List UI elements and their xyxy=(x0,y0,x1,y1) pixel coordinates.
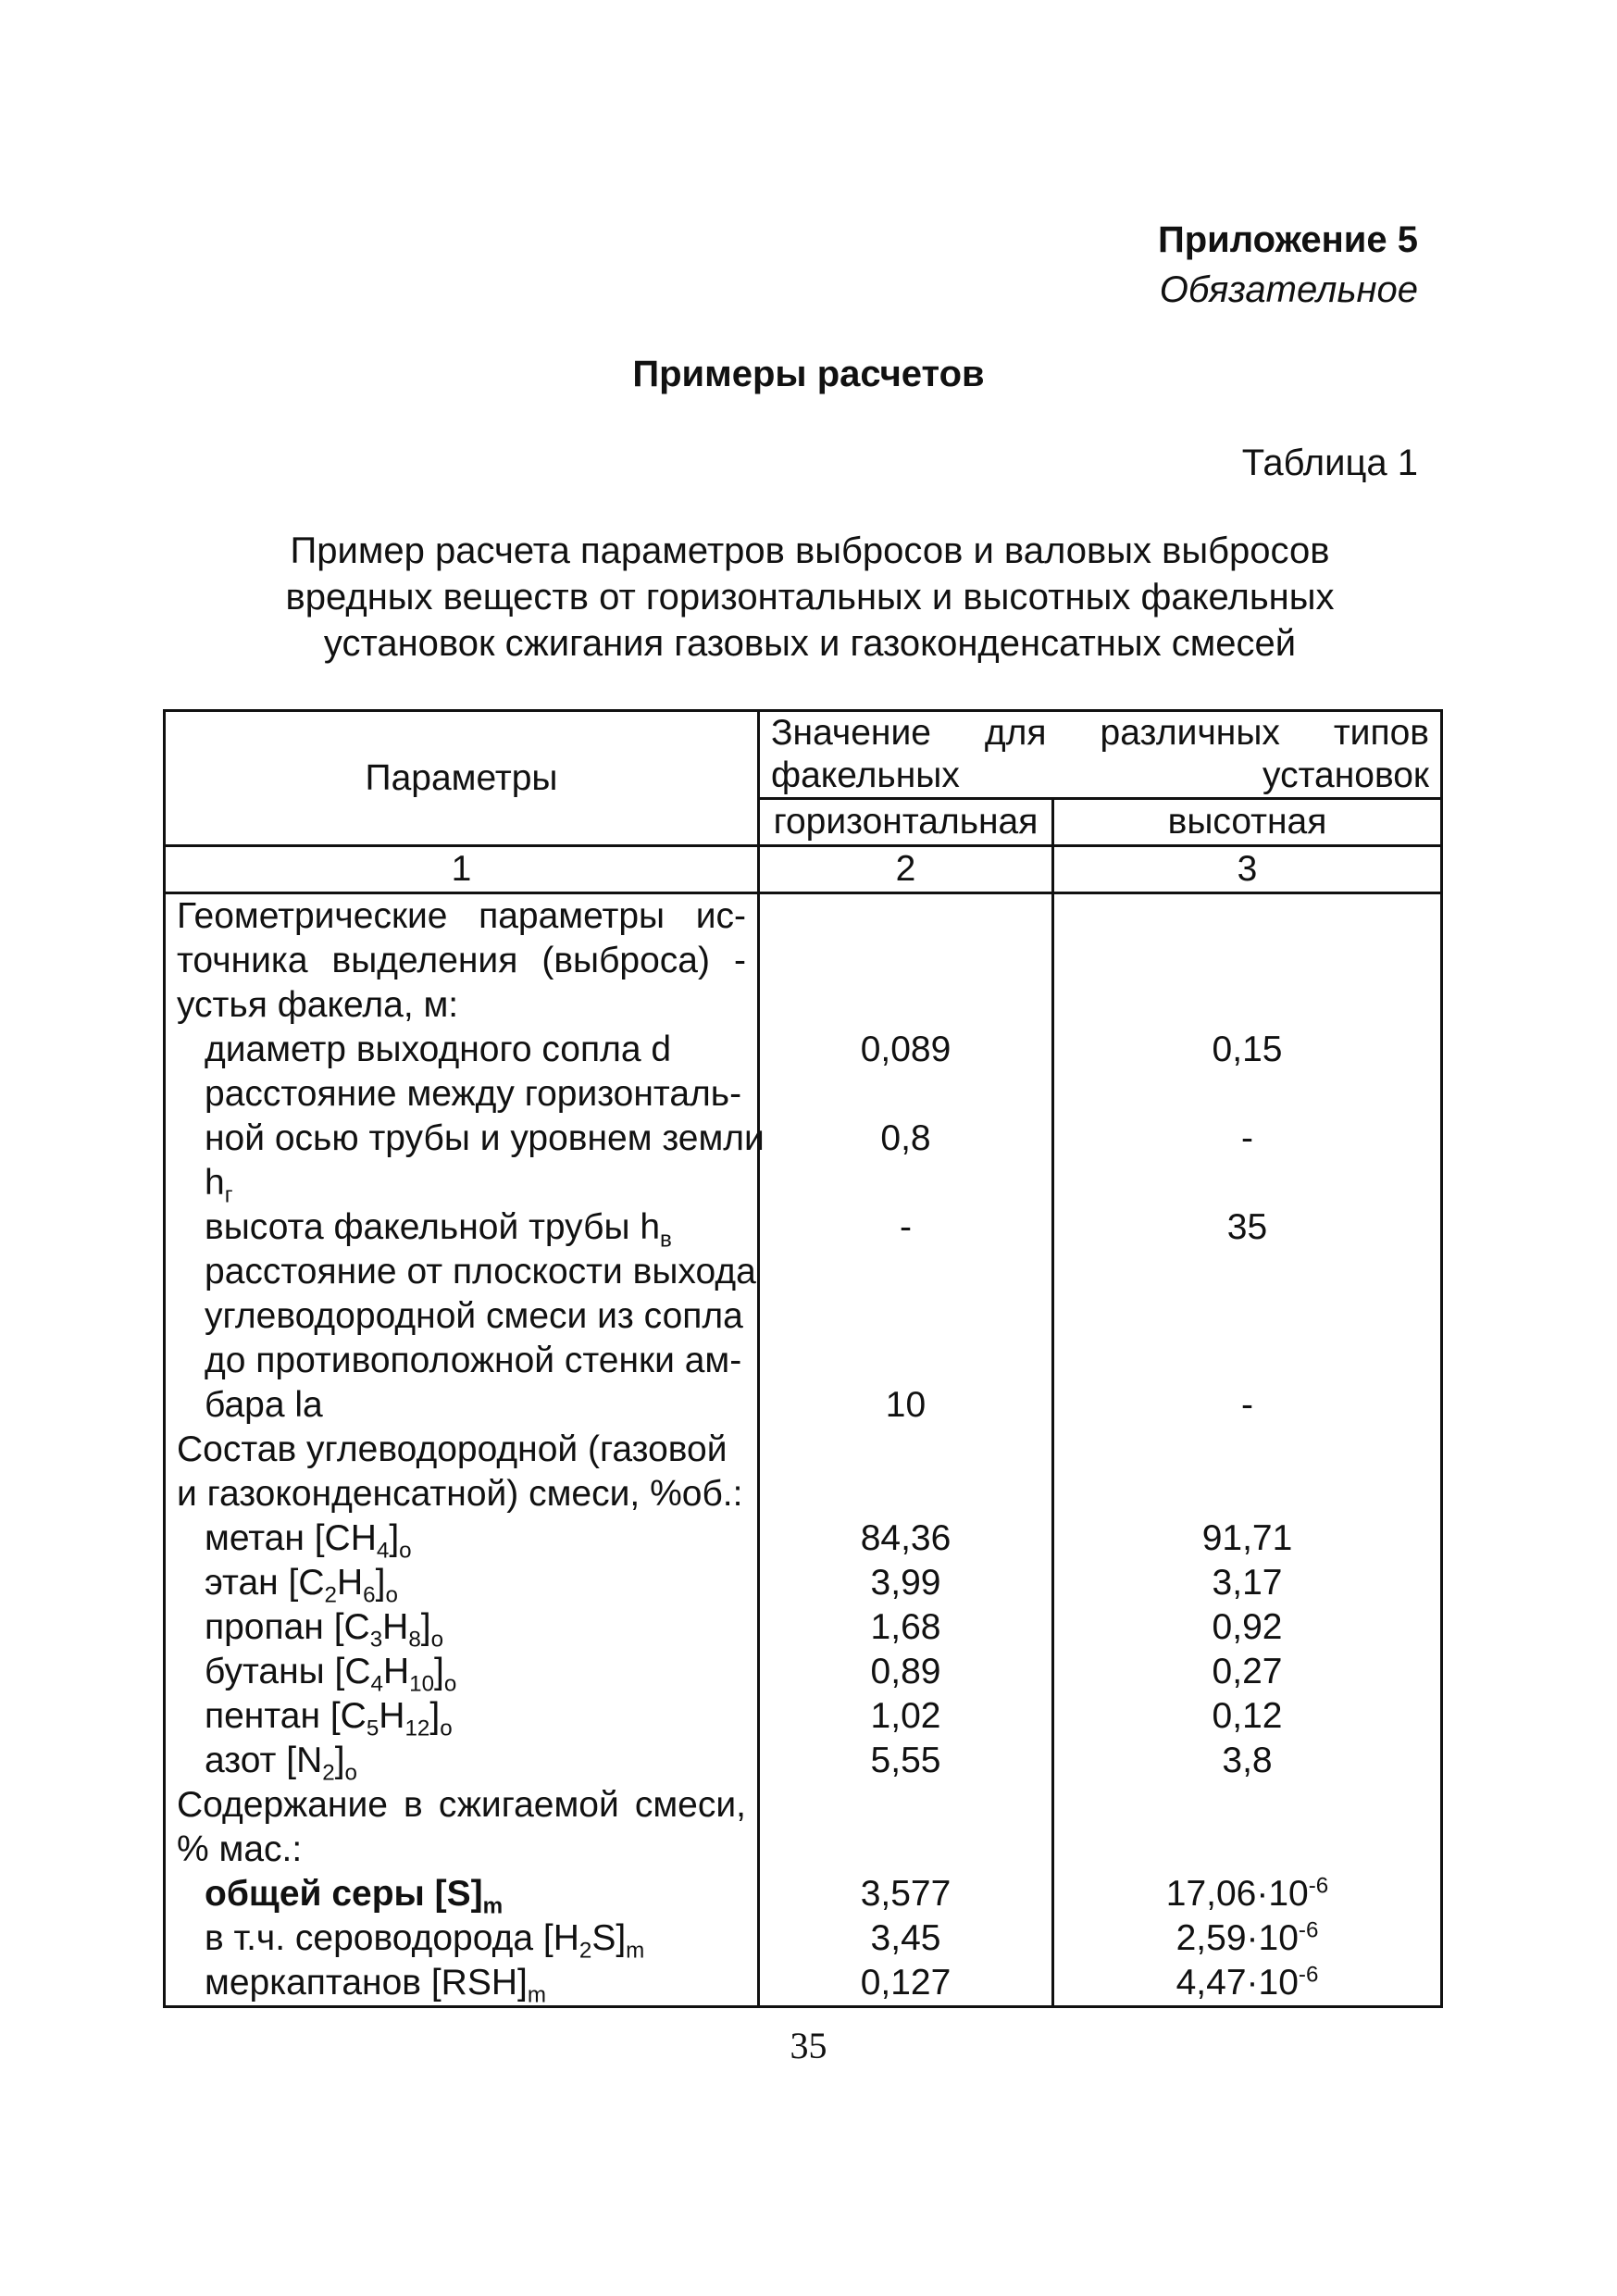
subscript: 5 xyxy=(366,1716,379,1741)
value-methane-horizontal: 84,36 xyxy=(860,1518,952,1558)
param-la: бара la xyxy=(205,1385,323,1425)
subscript: m xyxy=(626,1938,645,1964)
value-distance-horizontal: 0,8 xyxy=(880,1118,931,1158)
header-group: Значение для различных типов факельных установок xyxy=(759,711,1442,799)
horizontal-values-cell xyxy=(759,893,1053,2007)
subscript: m xyxy=(482,1893,504,1919)
param-distance: ной осью трубы и уровнем земли xyxy=(205,1118,765,1158)
parameters-cell xyxy=(165,893,765,2008)
section-composition-title: Состав углеводородной (газовой xyxy=(177,1429,728,1469)
subscript: 10 xyxy=(409,1671,435,1697)
param-label: меркаптанов [RSH] xyxy=(205,1963,528,2003)
column-number: 2 xyxy=(759,846,1053,893)
high-values-cell xyxy=(1053,893,1442,2007)
value-diameter-horizontal: 0,089 xyxy=(860,1029,952,1069)
subscript: 2 xyxy=(322,1760,335,1786)
formula-part: C xyxy=(340,1696,367,1736)
value-distance-high: - xyxy=(1241,1118,1253,1158)
subscript: о xyxy=(443,1671,457,1697)
subscript: 6 xyxy=(363,1582,376,1608)
component-pentane: пентан $[C_5H_{12}]_о$ xyxy=(205,1696,453,1741)
value-pentane-horizontal: 1,02 xyxy=(870,1696,941,1736)
formula-part: CH xyxy=(324,1518,377,1558)
component-name: бутаны xyxy=(205,1652,325,1691)
value-butanes-high: 0,27 xyxy=(1212,1652,1283,1691)
subscript: 12 xyxy=(404,1716,430,1741)
param-mercaptans xyxy=(177,1961,746,2008)
table-caption xyxy=(167,528,1453,667)
value-ethane-horizontal: 3,99 xyxy=(870,1563,941,1603)
annex-block xyxy=(1158,215,1418,315)
subscript: 4 xyxy=(370,1671,383,1697)
subscript: 3 xyxy=(369,1627,383,1653)
header-high: высотная xyxy=(1053,799,1442,846)
subscript: о xyxy=(344,1760,357,1786)
section-geometry-title: устья факела, м: xyxy=(177,985,459,1025)
caption-line: установок сжигания газовых и газоконденсатных смесей xyxy=(323,623,1297,664)
component-name: пентан xyxy=(205,1696,320,1736)
value-nitrogen-horizontal: 5,55 xyxy=(870,1741,941,1780)
param-total-sulfur xyxy=(177,1872,746,1919)
component-propane: пропан $[C_3H_8]_о$ xyxy=(205,1607,444,1653)
table-header-row xyxy=(165,711,1442,799)
caption-line: Пример расчета параметров выбросов и валовых выбросов xyxy=(290,530,1330,571)
value-height-horizontal: - xyxy=(900,1207,912,1247)
component-name: пропан xyxy=(205,1607,324,1647)
value-h2s-horizontal: 3,45 xyxy=(870,1918,941,1958)
param-la: до противоположной стенки ам- xyxy=(205,1341,742,1380)
component-name: этан xyxy=(205,1563,279,1603)
value-mantissa: 4,47·10 xyxy=(1175,1963,1299,2003)
value-propane-horizontal: 1,68 xyxy=(870,1607,941,1647)
annex-title: Приложение 5 xyxy=(1158,219,1418,260)
param-distance: расстояние между горизонталь- xyxy=(205,1074,742,1114)
formula-part: C xyxy=(298,1563,325,1603)
value-diameter-high: 0,15 xyxy=(1212,1029,1283,1069)
caption-line: вредных веществ от горизонтальных и высотных факельных xyxy=(285,577,1335,618)
exponent: -6 xyxy=(1308,1873,1329,1899)
subscript: в xyxy=(660,1227,672,1253)
param-label: S] xyxy=(591,1918,627,1958)
formula-part: H xyxy=(379,1696,405,1736)
component-name: азот xyxy=(205,1741,277,1780)
value-propane-high: 0,92 xyxy=(1212,1607,1283,1647)
section-geometry-title: Геометрические параметры ис- xyxy=(177,896,746,936)
param-label: общей серы [S] xyxy=(205,1874,483,1914)
value-pentane-high: 0,12 xyxy=(1212,1696,1283,1736)
param-diameter: диаметр выходного сопла d xyxy=(205,1029,672,1069)
value-ethane-high: 3,17 xyxy=(1212,1563,1283,1603)
exponent: -6 xyxy=(1298,1917,1319,1943)
value-nitrogen-high: 3,8 xyxy=(1222,1741,1273,1780)
param-la: расстояние от плоскости выхода xyxy=(205,1252,756,1292)
formula-part: N xyxy=(296,1741,323,1780)
formula-part: C xyxy=(344,1652,371,1691)
param-stack-height xyxy=(177,1205,746,1253)
section-content-title: Содержание в сжигаемой смеси, xyxy=(177,1785,746,1825)
param-hydrogen-sulfide xyxy=(177,1916,746,1964)
calculation-table xyxy=(163,709,1443,2008)
value-h2s-high xyxy=(1065,1916,1429,1961)
subscript: 8 xyxy=(408,1627,421,1653)
param-la: углеводородной смеси из сопла xyxy=(205,1296,743,1336)
annex-status: Обязательное xyxy=(1159,269,1418,310)
component-name: метан xyxy=(205,1518,305,1558)
subscript: о xyxy=(385,1582,398,1608)
subscript: 2 xyxy=(578,1938,592,1964)
value-la-horizontal: 10 xyxy=(885,1385,927,1425)
value-rsh-high xyxy=(1065,1961,1429,2005)
column-number-row xyxy=(165,846,1442,893)
exponent: -6 xyxy=(1298,1962,1319,1988)
column-number: 1 xyxy=(165,846,759,893)
value-rsh-horizontal: 0,127 xyxy=(860,1963,952,2003)
subscript: 2 xyxy=(324,1582,337,1608)
subscript: 4 xyxy=(376,1538,390,1564)
header-horizontal: горизонтальная xyxy=(759,799,1053,846)
header-params: Параметры xyxy=(165,711,759,846)
section-geometry-title: точника выделения (выброса) - xyxy=(177,941,746,980)
table-body-row xyxy=(165,893,1442,2007)
value-sulfur-horizontal: 3,577 xyxy=(860,1874,952,1914)
component-ethane: этан $[C_2H_6]_о$ xyxy=(205,1563,398,1608)
value-mantissa: 2,59·10 xyxy=(1175,1918,1299,1958)
section-composition-title: и газоконденсатной) смеси, %об.: xyxy=(177,1474,743,1514)
page-number: 35 xyxy=(790,2025,827,2066)
param-label: в т.ч. сероводорода [H xyxy=(205,1918,579,1958)
formula-part: H xyxy=(382,1607,409,1647)
table-number: Таблица 1 xyxy=(1241,443,1418,483)
subscript: о xyxy=(440,1716,453,1741)
component-butanes: бутаны $[C_4H_{10}]_о$ xyxy=(205,1652,457,1697)
column-number: 3 xyxy=(1053,846,1442,893)
value-methane-high: 91,71 xyxy=(1201,1518,1293,1558)
value-mantissa: 17,06·10 xyxy=(1165,1874,1309,1914)
value-butanes-horizontal: 0,89 xyxy=(870,1652,941,1691)
value-sulfur-high xyxy=(1065,1872,1429,1916)
symbol-h: h xyxy=(205,1163,225,1203)
subscript: о xyxy=(430,1627,444,1653)
value-height-high: 35 xyxy=(1226,1207,1268,1247)
page-heading: Примеры расчетов xyxy=(632,354,985,394)
param-distance-symbol xyxy=(177,1161,746,1208)
subscript: m xyxy=(527,1982,546,2008)
subscript: о xyxy=(399,1538,412,1564)
component-nitrogen: азот $[N_2]_о$ xyxy=(205,1741,357,1786)
param-label: высота факельной трубы h xyxy=(205,1207,661,1247)
value-la-high: - xyxy=(1241,1385,1253,1425)
component-methane: метан $[CH_4]_о$ xyxy=(205,1518,412,1564)
section-content-title: % мас.: xyxy=(177,1829,303,1869)
formula-part: H xyxy=(337,1563,364,1603)
formula-part: C xyxy=(343,1607,370,1647)
subscript: г xyxy=(224,1182,233,1208)
formula-part: H xyxy=(382,1652,410,1691)
